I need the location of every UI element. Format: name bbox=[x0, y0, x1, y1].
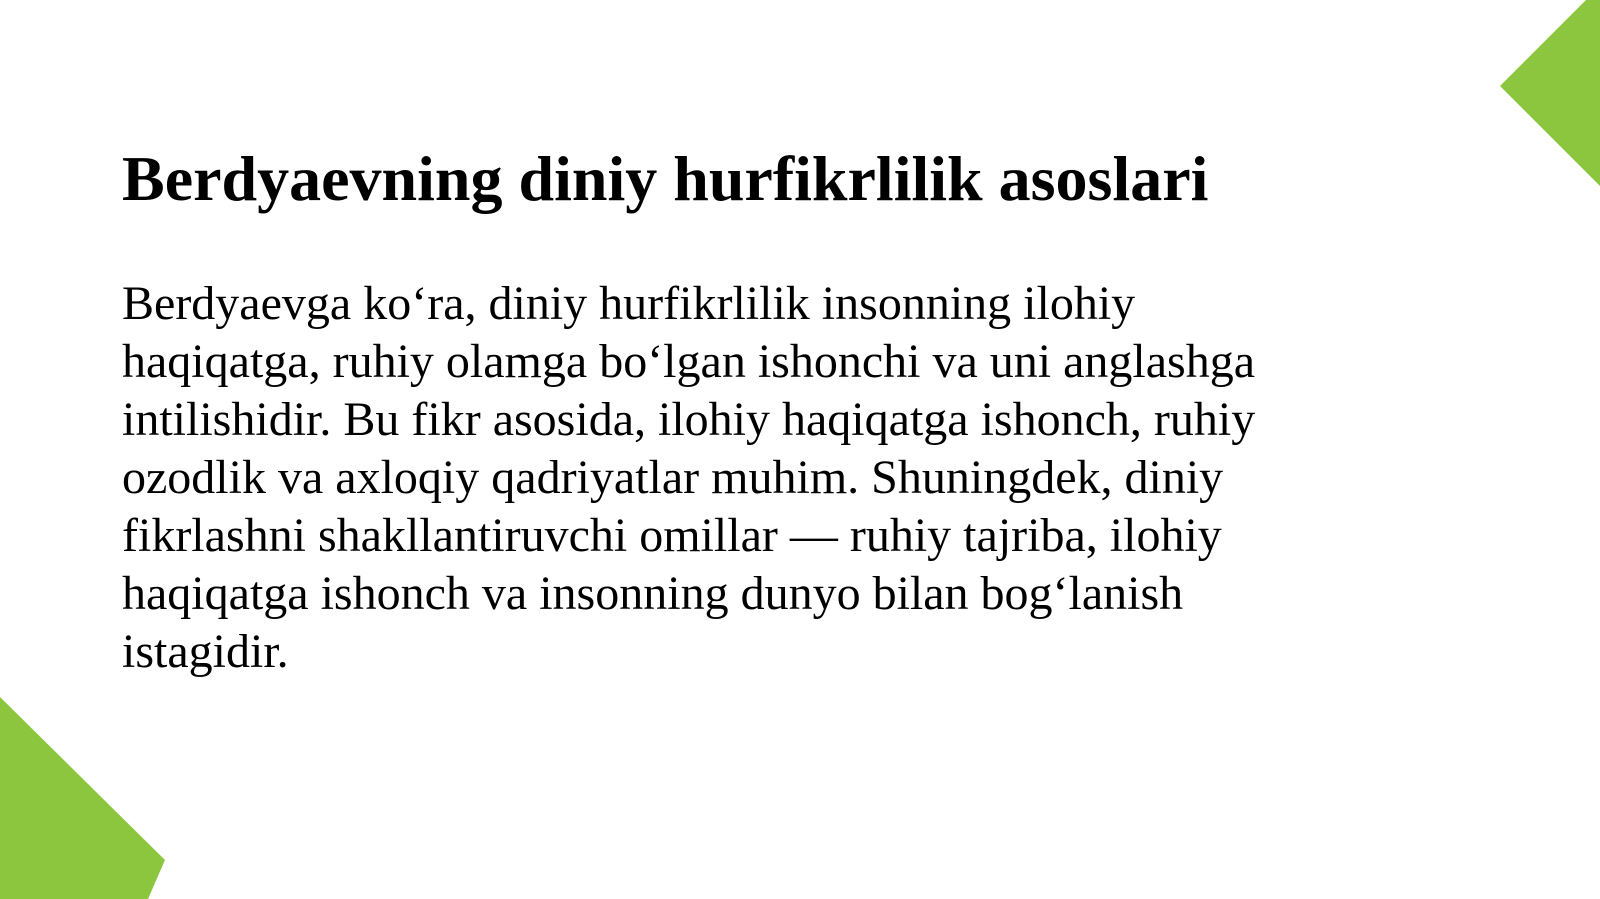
bottom-left-green-triangle bbox=[0, 697, 165, 899]
top-right-green-triangle bbox=[1500, 0, 1600, 186]
slide-body-text: Berdyaevga ko‘ra, diniy hurfikrlilik insonning ilohiy haqiqatga, ruhiy olamga bo‘lgan ishonchi va uni anglashga intilishidir. Bu fikr asosida, ilohiy haqiqatga ishonch, ruhiy ozodlik va axloqiy qadriyatlar muhim. Shuningdek, diniy fikrlashni shakllantiruvchi omillar — ruhiy tajriba, ilohiy haqiqatga ishonch va insonning dunyo bilan bog‘lanish istagidir. bbox=[122, 277, 1256, 678]
slide-title: Berdyaevning diniy hurfikrlilik asoslari bbox=[122, 143, 1209, 214]
